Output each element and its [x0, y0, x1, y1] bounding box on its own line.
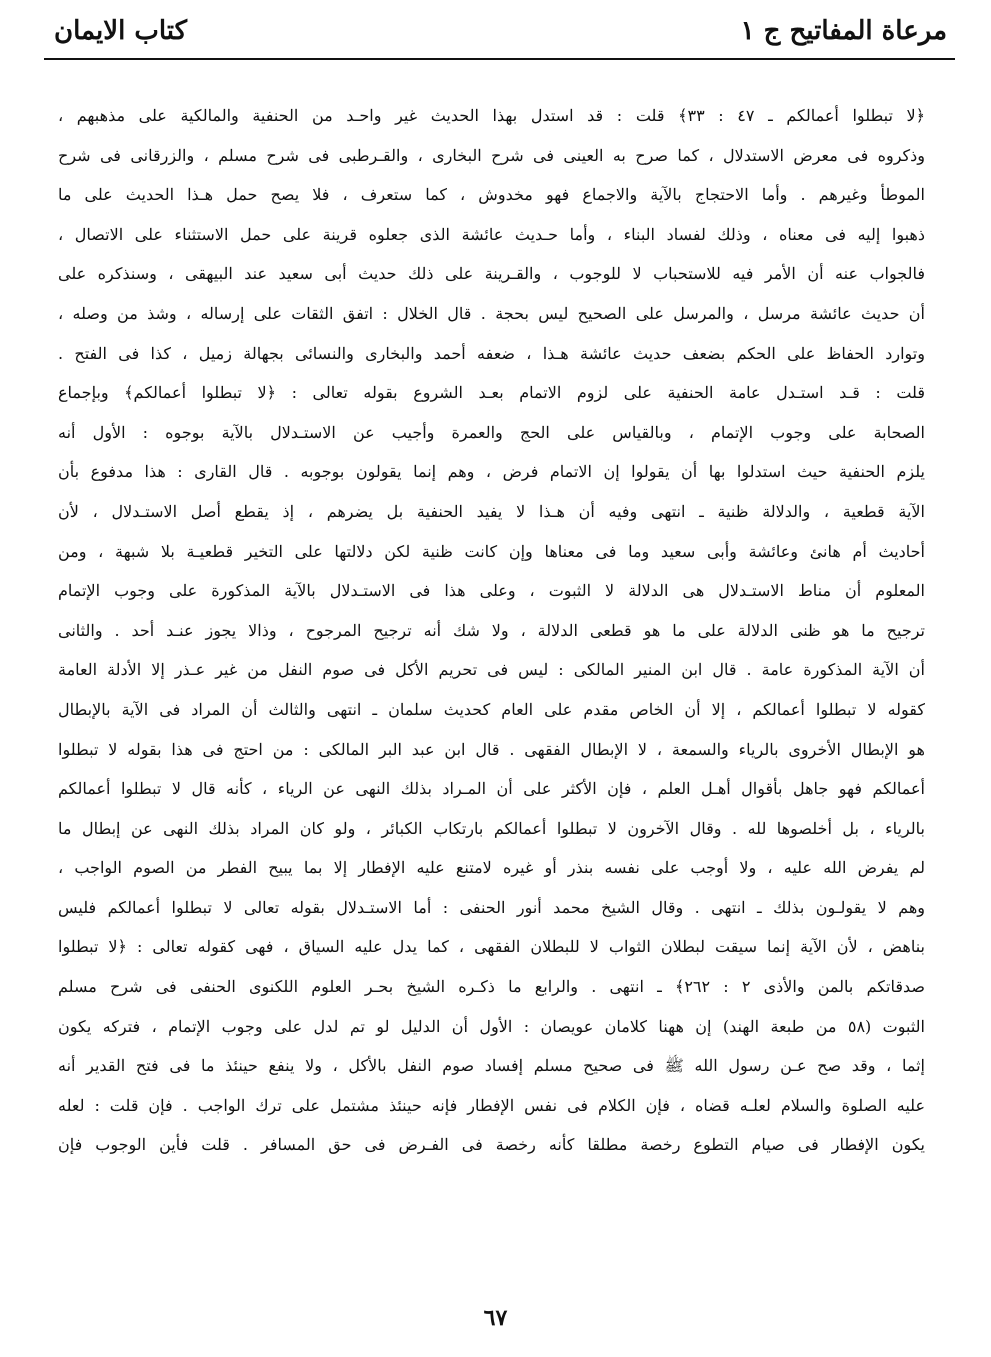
page-header [44, 12, 955, 54]
text-line: عليه الصلوة والسلام لعلـه قضاه ، فإن الكلام فى نفس الإفطار فإنه حينئذ مشتمل على ترك الواجب . فإن قلت : لعله [58, 1095, 925, 1115]
text-line: الموطأ وغيرهم . وأما الاحتجاج بالآية والاجماع فهو مخدوش ، كما ستعرف ، فلا يصح حمل هـذا الحديث على ما [58, 185, 925, 205]
page-number: ٦٧ [483, 1305, 508, 1331]
text-line: لم يفرض الله عليه ، ولا أوجب على نفسه بنذر أو غيره لامتنع عليه الإفطار إلا بما يبيح الفطر من الصوم الواجب ، [58, 858, 925, 878]
text-line: الآية قطعية ، والدلالة ظنية ـ انتهى وفيه أن هـذا لا يفيد الحنفية بل يضرهم ، إذ يقطع أصل الاستـدلال ، لأن [58, 501, 925, 521]
text-line: صدقاتكم بالمن والأذى ٢ : ٢٦٢﴾ ـ انتهى . والرابع ما ذكـره الشيخ بحـر العلوم اللكنوى الحنفى فى شرح مسلم [58, 977, 925, 997]
text-line: قلت : قـد استـدل عامة الحنفية على لزوم الاتمام بعـد الشروع بقوله تعالى : ﴿لا تبطلوا أعمالكم﴾ وبإجماع [58, 383, 925, 403]
chapter-title: كتاب الايمان [54, 16, 188, 46]
text-line: المعلوم أن مناط الاستـدلال هى الدلالة لا الثبوت ، وعلى هذا فى الاستـدلال بالآية المذكورة على وجوب الإتمام [58, 581, 925, 601]
body-text [58, 96, 925, 1165]
text-line: يكون الإفطار فى صيام التطوع رخصة مطلقا كأنه رخصة فى الفـرض فى حق المسافر . قلت فأين الوجوب فإن [58, 1135, 925, 1155]
text-line: وتوارد الحفاظ على الحكم بضعف حديث عائشة هـذا ، ضعفه أحمد والبخارى والنسائى بجهالة زميل ، كذا فى الفتح . [58, 343, 925, 363]
text-line: ترجيح ما هو ظنى الدلالة على ما هو قطعى الدلالة ، ولا شك أنه ترجيح المرجوح ، وذالا يجوز عنـد أحد . والثانى [58, 620, 925, 640]
book-title: مرعاة المفاتيح ج ١ [740, 16, 947, 46]
text-line: فالجواب عنه أن الأمر فيه للاستحباب لا للوجوب ، والقـرينة على ذلك حديث أبى سعيد عند البيهقى ، وسنذكره على [58, 264, 925, 284]
text-line: بناهض ، لأن الآية إنما سيقت لبطلان الثواب لا للبطلان الفقهى ، كما يدل عليه السياق ، فهى كقوله تعالى : ﴿لا تبطلوا [58, 937, 925, 957]
text-line: الثبوت (٥٨ من طبعة الهند) إن ههنا كلامان عويصان : الأول أن الدليل لو تم لدل على وجوب الإتمام ، فتركه يكون [58, 1016, 925, 1036]
text-line: ﴿لا تبطلوا أعمالكم ـ ٤٧ : ٣٣﴾ قلت : قد استدل بهذا الحديث غير واحـد من الحنفية والمالكية على مذهبهم ، [58, 106, 925, 125]
text-line: يلزم الحنفية حيث استدلوا بها أن يقولوا إن الاتمام فرض ، وهم إنما يقولون بوجوبه . قال القارى : هذا مدفوع بأن [58, 462, 925, 482]
text-line: إثما ، وقد صح عـن رسول الله ﷺ فى صحيح مسلم إفساد صوم النفل بالأكل ، ولا ينفع حينئذ ما فى فتح القدير أنه [58, 1056, 925, 1076]
header-divider [44, 58, 955, 60]
text-line: ذهبوا إليه فى معناه ، وذلك لفساد البناء ، وأما حـديث عائشة الذى جعلوه قرينة على حمل الاستثناء على الاتصال ، [58, 224, 925, 244]
text-line: أن الآية المذكورة عامة . قال ابن المنير المالكى : ليس فى تحريم الأكل فى صوم النفل من غير عـذر إلا الأدلة العامة [58, 660, 925, 680]
text-line: الصحابة على وجوب الإتمام ، وبالقياس على الحج والعمرة وأجيب عن الاستـدلال بالآية بوجوه : الأول أنه [58, 422, 925, 442]
text-line: وهم لا يقولـون بذلك ـ انتهى . وقال الشيخ محمد أنور الحنفى : أما الاستـدلال بقوله تعالى لا تبطلوا أعمالكم فليس [58, 897, 925, 917]
text-line: هو الإبطال الأخروى بالرياء والسمعة ، لا الإبطال الفقهى . قال ابن عبد البر المالكى : من احتج فى هذا بقوله لا تبطلوا [58, 739, 925, 759]
text-line: أن حديث عائشة مرسل ، والمرسل على الصحيح ليس بحجة . قال الخلال : اتفق الثقات على إرساله ، وشذ من وصله ، [58, 303, 925, 323]
text-line: وذكروه فى معرض الاستدلال ، كما صرح به العينى فى شرح البخارى ، والقـرطبى فى شرح مسلم ، والزرقانى فى شرح [58, 145, 925, 165]
text-line: أحاديث أم هانئ وعائشة وأبى سعيد وما فى معناها وإن كانت ظنية لكن دلالتها على التخير قطعيـة بلا شبهة ، ومن [58, 541, 925, 561]
text-line: بالرياء ، بل أخلصوها لله . وقال الآخرون لا تبطلوا أعمالكم بارتكاب الكبائر ، ولو كان المراد بذلك النهى عن إبطال ما [58, 818, 925, 838]
text-line: كقوله لا تبطلوا أعمالكم ، إلا أن الخاص مقدم على العام كحديث سلمان ـ انتهى والثالث أن المراد فى الآية بالإبطال [58, 699, 925, 719]
text-line: أعمالكم فهو جاهل بأقوال أهـل العلم ، فإن الأكثر على أن المـراد بذلك النهى عن الرياء ، كأنه قال لا تبطلوا أعمالكم [58, 779, 925, 799]
